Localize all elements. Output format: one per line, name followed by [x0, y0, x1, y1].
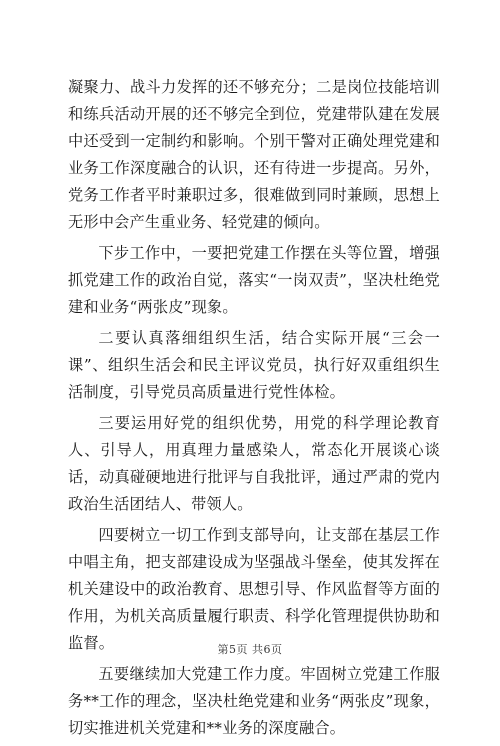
paragraph-1: 凝聚力、战斗力发挥的还不够充分；二是岗位技能培训和练兵活动开展的还不够完全到位，党建带队建在发展中还受到一定制约和影响。个别干警对正确处理党建和业务工作深度融合的认识，还有待进一步提高。另外，党务工作者平时兼职过多，很难做到同时兼顾，思想上无形中会产生重业务、轻党建的倾向。: [68, 78, 440, 231]
paragraph-5: 四要树立一切工作到支部导向，让支部在基层工作中唱主角，把支部建设成为坚强战斗堡垒，使其发挥在机关建设中的政治教育、思想引导、作风监督等方面的作用，为机关高质量履行职责、科学化管理提供协助和监督。: [68, 526, 440, 652]
page-number-footer: 第5页 共6页: [217, 643, 283, 656]
paragraph-6: 五要继续加大党建工作力度。牢固树立党建工作服务**工作的理念，坚决杜绝党建和业务“两张皮”现象，切实推进机关党建和**业务的深度融合。: [68, 665, 440, 737]
paragraph-2: 下步工作中，一要把党建工作摆在头等位置，增强抓党建工作的政治自觉，落实“一岗双责”，坚决杜绝党建和业务“两张皮”现象。: [68, 244, 440, 316]
paragraph-3: 二要认真落细组织生活，结合实际开展“三会一课”、组织生活会和民主评议党员，执行好双重组织生活制度，引导党员高质量进行党性体检。: [68, 329, 440, 401]
paragraph-4: 三要运用好党的组织优势，用党的科学理论教育人、引导人，用真理力量感染人，常态化开展谈心谈话，动真碰硬地进行批评与自我批评，通过严肃的党内政治生活团结人、带领人。: [68, 414, 440, 513]
